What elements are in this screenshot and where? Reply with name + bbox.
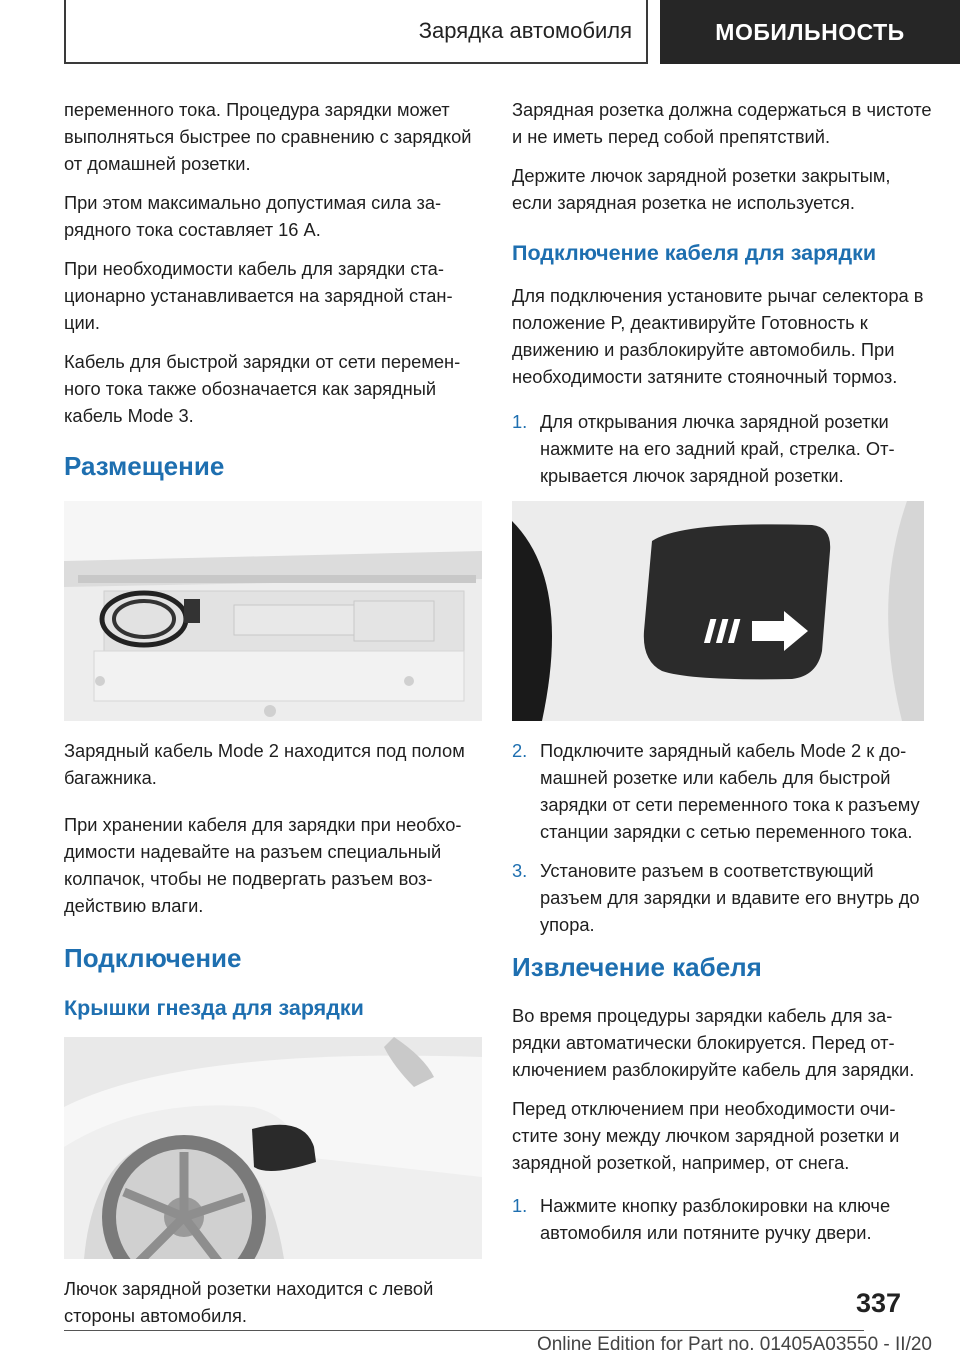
steps-list xyxy=(512,1192,932,1246)
paragraph: При необходимости кабель для зарядки стационарно устанавливается на зарядной станции. xyxy=(64,258,453,333)
heading-placement: Размещение xyxy=(64,451,225,481)
header-section-tab xyxy=(64,0,648,64)
step-number: 2. xyxy=(512,740,528,761)
steps-list xyxy=(512,408,932,489)
footer-edition: Online Edition for Part no. 01405A03550 - II/20 xyxy=(536,1334,932,1355)
paragraph: При этом максимально допустимая сила зарядного тока составляет 16 А. xyxy=(64,192,442,240)
charging-flap-illustration xyxy=(512,501,924,721)
list-item xyxy=(512,1192,932,1246)
charging-flap-image xyxy=(512,501,924,721)
steps-list xyxy=(512,737,932,938)
heading-connection: Подключение xyxy=(64,943,242,973)
paragraph: переменного тока. Процедура зарядки может выполняться быстрее по сравнению с зарядкой от домашней розетки. xyxy=(64,99,472,174)
figure-caption: Зарядный кабель Mode 2 находится под полом багажника. xyxy=(64,740,465,788)
heading-charging-flaps: Крышки гнезда для зарядки xyxy=(64,996,364,1020)
left-column xyxy=(64,96,482,1349)
step-text: Установите разъем в соответствующий разъем для зарядки и вдавите его внутрь до упора. xyxy=(540,860,920,935)
paragraph: Перед отключением при необходимости очистите зону между лючком зарядной розетки и зарядной розеткой, например, от снега. xyxy=(512,1098,900,1173)
step-text: Подключите зарядный кабель Mode 2 к домашней розетке или кабель для быстрой зарядки от сети переменного тока к разъему станции зарядки с сетью переменного тока. xyxy=(540,740,920,842)
trunk-cable-image xyxy=(64,501,482,721)
header-chapter-tab xyxy=(660,0,960,64)
paragraph: При хранении кабеля для зарядки при необходимости надевайте на разъем специальный колпачок, чтобы не подвергать разъем воздействию влаги. xyxy=(64,814,462,916)
heading-connect-cable: Подключение кабеля для зарядки xyxy=(512,241,877,265)
step-number: 1. xyxy=(512,411,528,432)
heading-remove-cable: Извлечение кабеля xyxy=(512,952,762,982)
paragraph: Для подключения установите рычаг селектора в положение P, деактивируйте Готовность к движению и разблокируйте автомобиль. При необходимости затяните стояночный тормоз. xyxy=(512,285,924,387)
header-chapter-title: МОБИЛЬНОСТЬ xyxy=(715,18,905,45)
paragraph: Держите лючок зарядной розетки закрытым, если зарядная розетка не используется. xyxy=(512,165,891,213)
step-number: 1. xyxy=(512,1195,528,1216)
list-item xyxy=(512,737,932,845)
trunk-illustration xyxy=(64,501,482,721)
figure-caption: Лючок зарядной розетки находится с левой стороны автомобиля. xyxy=(64,1278,434,1326)
page-number: 337 xyxy=(856,1288,902,1318)
step-text: Для открывания лючка зарядной розетки нажмите на его задний край, стрелка. Открывается лючок зарядной розетки. xyxy=(540,411,895,486)
paragraph: Кабель для быстрой зарядки от сети переменного тока также обозначается как зарядный кабель Mode 3. xyxy=(64,351,461,426)
step-number: 3. xyxy=(512,860,528,881)
car-side-illustration xyxy=(64,1037,482,1259)
right-column xyxy=(512,96,932,1258)
paragraph: Зарядная розетка должна содержаться в чистоте и не иметь перед собой препятствий. xyxy=(512,99,932,147)
car-charging-flap-image xyxy=(64,1037,482,1259)
list-item xyxy=(512,408,932,489)
list-item xyxy=(512,857,932,938)
paragraph: Во время процедуры зарядки кабель для зарядки автоматически блокируется. Перед отключением разблокируйте кабель для зарядки. xyxy=(512,1005,915,1080)
header-section-title: Зарядка автомобиля xyxy=(418,18,632,43)
step-text: Нажмите кнопку разблокировки на ключе автомобиля или потяните ручку двери. xyxy=(540,1195,891,1243)
footer-divider xyxy=(64,1330,864,1331)
